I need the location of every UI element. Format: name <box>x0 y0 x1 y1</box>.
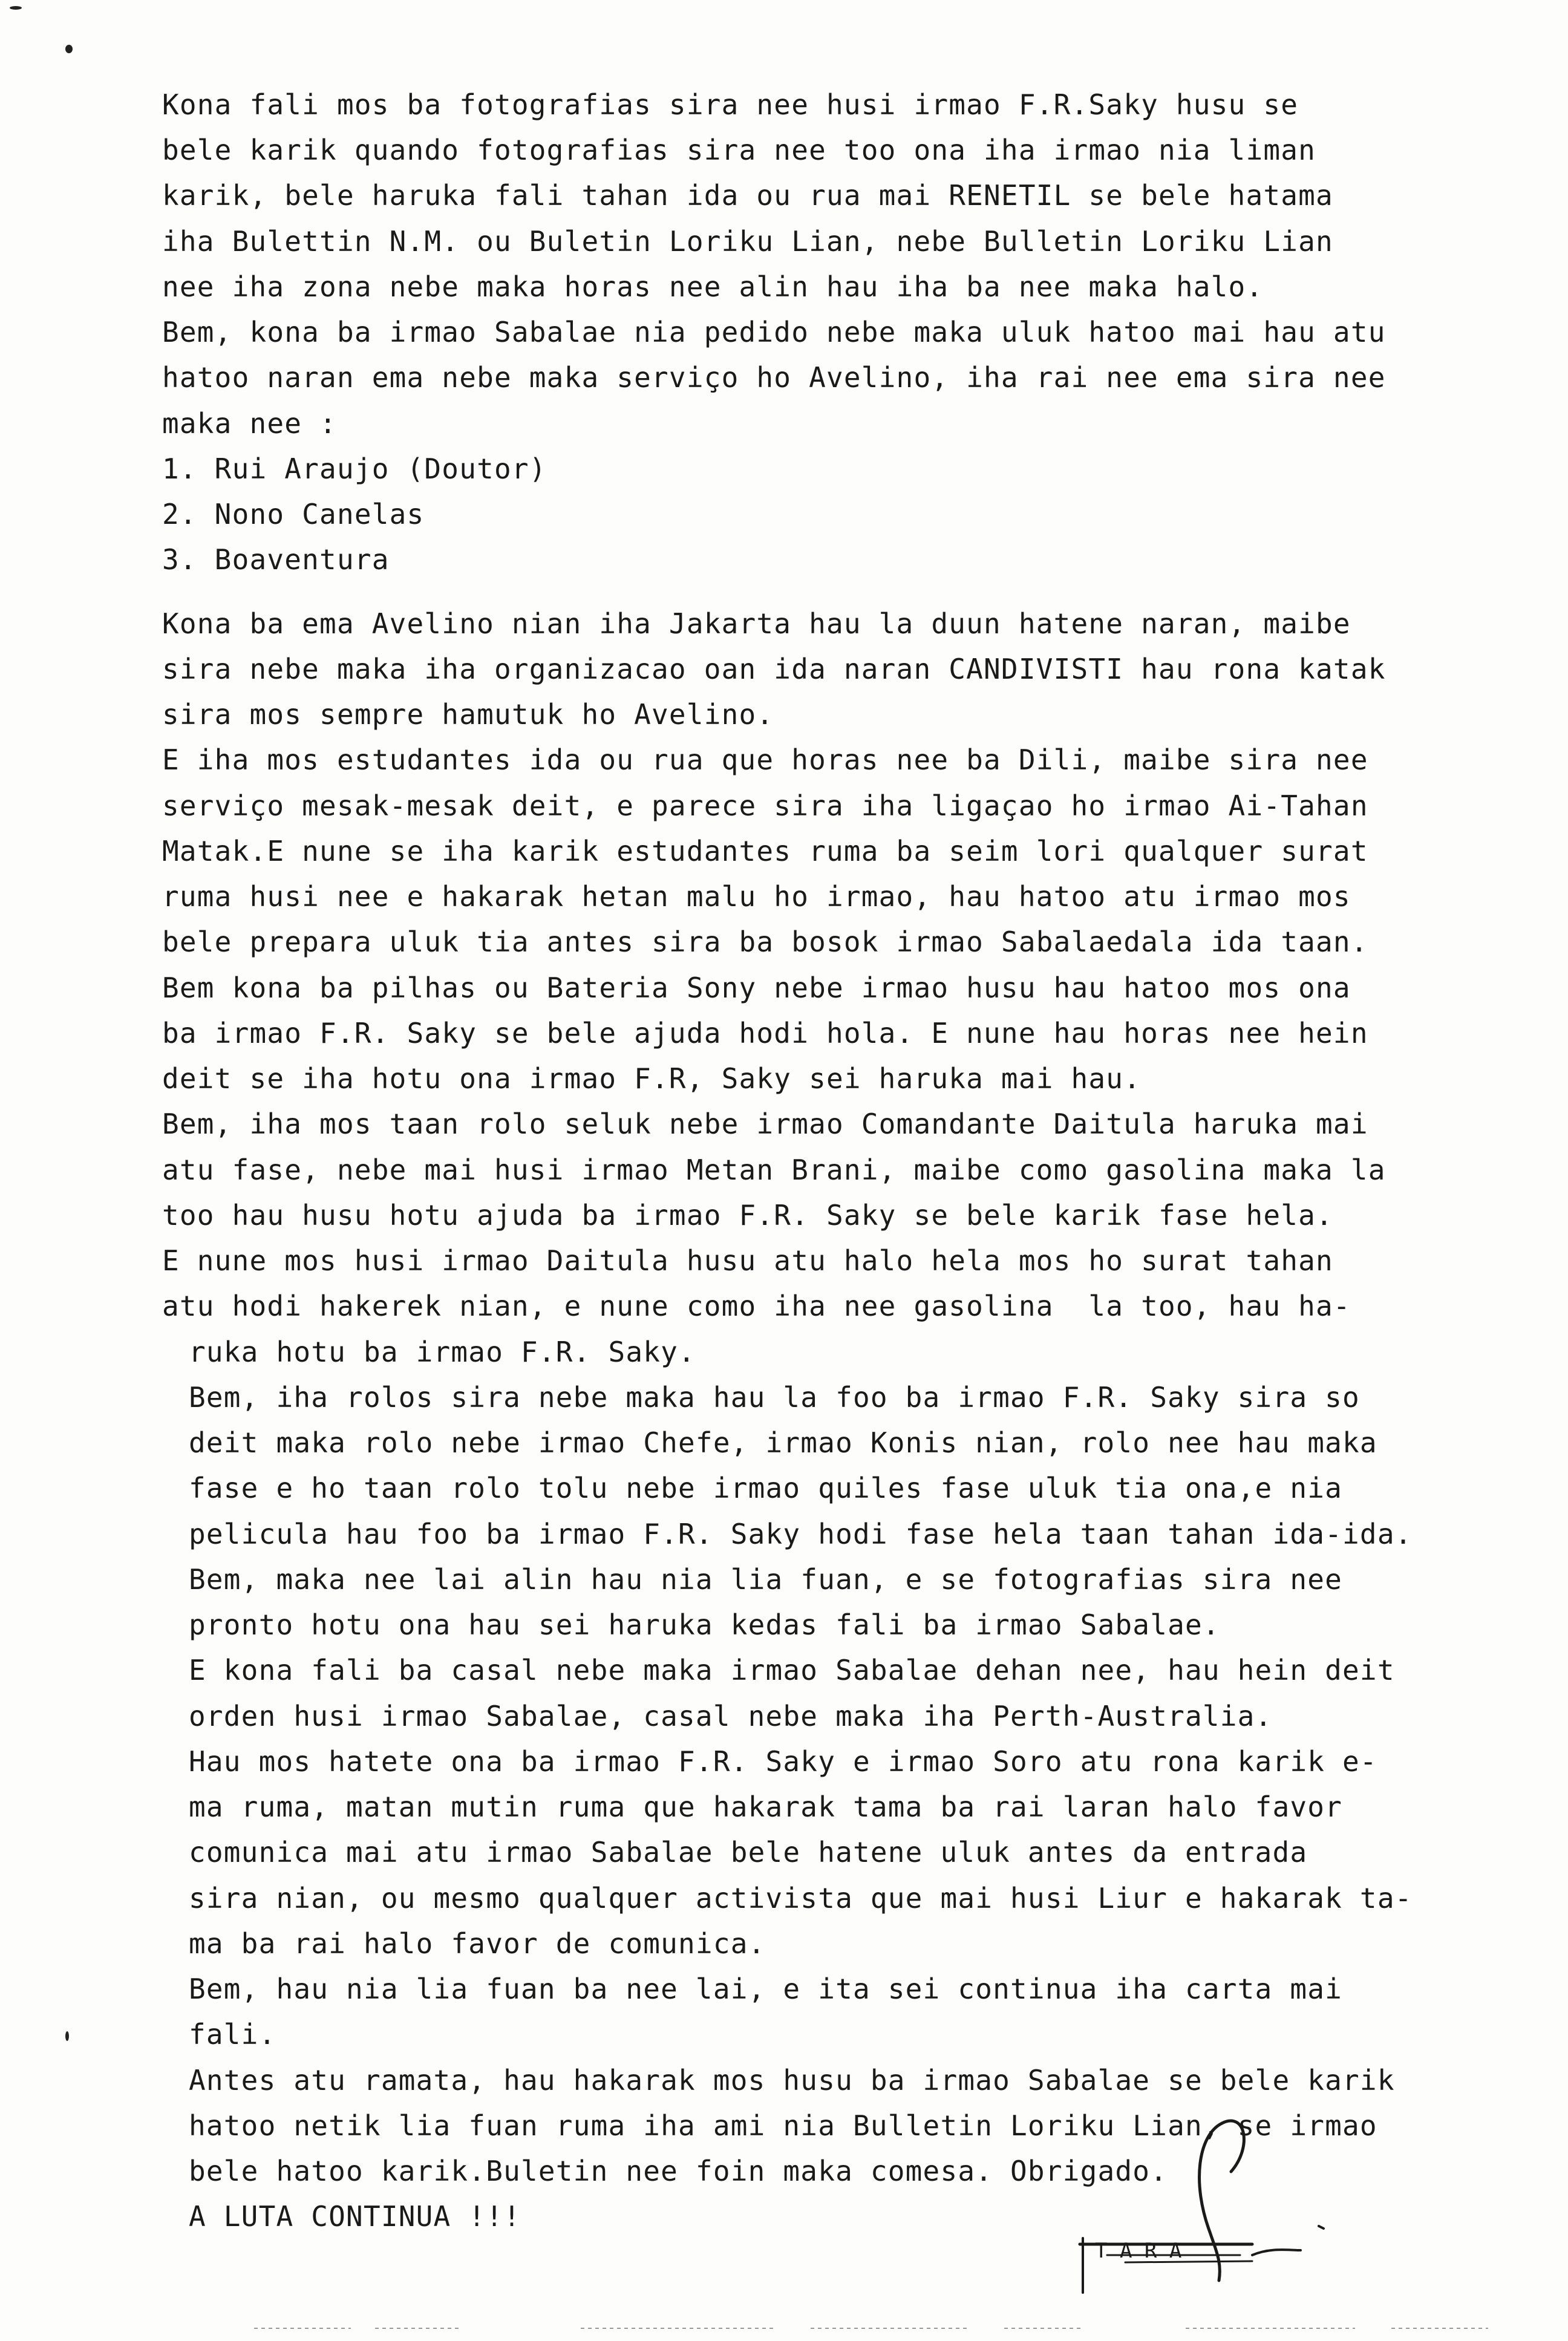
text-line: ruma husi nee e hakarak hetan malu ho irmao, hau hatoo atu irmao mos <box>162 880 1351 913</box>
text-line: maka nee : <box>162 407 337 440</box>
text-line: ma ba rai halo favor de comunica. <box>189 1927 766 1960</box>
text-line: Hau mos hatete ona ba irmao F.R. Saky e irmao Soro atu rona karik e- <box>189 1745 1377 1778</box>
text-line: serviço mesak-mesak deit, e parece sira iha ligaçao ho irmao Ai-Tahan <box>162 789 1368 822</box>
scan-edge <box>375 2328 460 2329</box>
text-line: E kona fali ba casal nebe maka irmao Sabalae dehan nee, hau hein deit <box>189 1654 1395 1686</box>
scan-mark <box>65 2031 69 2041</box>
text-line: sira nian, ou mesmo qualquer activista que mai husi Liur e hakarak ta- <box>189 1882 1413 1915</box>
text-line: atu hodi hakerek nian, e nune como iha nee gasolina la too, hau ha- <box>162 1290 1351 1322</box>
text-line: bele karik quando fotografias sira nee too ona iha irmao nia liman <box>162 134 1316 166</box>
signature <box>1071 2099 1385 2299</box>
text-line: Bem, kona ba irmao Sabalae nia pedido nebe maka uluk hatoo mai hau atu <box>162 316 1386 348</box>
list-item: 3. Boaventura <box>162 543 390 576</box>
text-line: Matak.E nune se iha karik estudantes ruma ba seim lori qualquer surat <box>162 835 1368 867</box>
text-line: bele hatoo karik.Buletin nee foin maka comesa. Obrigado. <box>189 2155 1168 2187</box>
text-line: ma ruma, matan mutin ruma que hakarak tama ba rai laran halo favor <box>189 1791 1343 1823</box>
text-line: Bem, maka nee lai alin hau nia lia fuan, e se fotografias sira nee <box>189 1563 1343 1596</box>
scan-edge <box>254 2328 351 2329</box>
scan-edge <box>1004 2328 1083 2329</box>
text-line: karik, bele haruka fali tahan ida ou rua mai RENETIL se bele hatama <box>162 179 1333 212</box>
text-line: sira nebe maka iha organizacao oan ida naran CANDIVISTI hau rona katak <box>162 653 1386 685</box>
scan-edge <box>1186 2328 1355 2329</box>
text-line: ruka hotu ba irmao F.R. Saky. <box>189 1336 696 1368</box>
scan-mark <box>65 45 73 53</box>
closing-slogan: A LUTA CONTINUA !!! <box>189 2200 521 2233</box>
text-line: ba irmao F.R. Saky se bele ajuda hodi hola. E nune hau horas nee hein <box>162 1017 1368 1050</box>
scan-mark <box>10 6 22 10</box>
text-line: iha Bulettin N.M. ou Buletin Loriku Lian, nebe Bulletin Loriku Lian <box>162 225 1333 258</box>
text-line: comunica mai atu irmao Sabalae bele hatene uluk antes da entrada <box>189 1836 1308 1869</box>
text-line: orden husi irmao Sabalae, casal nebe maka iha Perth-Australia. <box>189 1700 1273 1732</box>
text-line: Bem, iha mos taan rolo seluk nebe irmao Comandante Daitula haruka mai <box>162 1108 1368 1140</box>
text-line: fase e ho taan rolo tolu nebe irmao quiles fase uluk tia ona,e nia <box>189 1472 1343 1504</box>
text-line: fali. <box>189 2018 276 2051</box>
text-line: hatoo netik lia fuan ruma iha ami nia Bulletin Loriku Lian, se irmao <box>189 2109 1377 2142</box>
text-line: Bem, hau nia lia fuan ba nee lai, e ita sei continua iha carta mai <box>189 1973 1343 2005</box>
text-line: Antes atu ramata, hau hakarak mos husu ba irmao Sabalae se bele karik <box>189 2064 1395 2097</box>
list-item: 2. Nono Canelas <box>162 498 425 531</box>
text-line: deit se iha hotu ona irmao F.R, Saky sei haruka mai hau. <box>162 1062 1142 1095</box>
text-line: hatoo naran ema nebe maka serviço ho Avelino, iha rai nee ema sira nee <box>162 361 1386 394</box>
text-line: deit maka rolo nebe irmao Chefe, irmao Konis nian, rolo nee hau maka <box>189 1426 1377 1459</box>
scan-edge <box>811 2328 968 2329</box>
text-line: E nune mos husi irmao Daitula husu atu halo hela mos ho surat tahan <box>162 1244 1333 1277</box>
scan-edge <box>1391 2328 1488 2329</box>
list-item: 1. Rui Araujo (Doutor) <box>162 452 547 485</box>
text-line: Kona fali mos ba fotografias sira nee husi irmao F.R.Saky husu se <box>162 88 1299 121</box>
text-line: Kona ba ema Avelino nian iha Jakarta hau la duun hatene naran, maibe <box>162 607 1351 640</box>
text-line: pelicula hau foo ba irmao F.R. Saky hodi fase hela taan tahan ida-ida. <box>189 1518 1413 1550</box>
signature-typed-name: T A R A <box>1095 2239 1182 2263</box>
text-line: Bem kona ba pilhas ou Bateria Sony nebe irmao husu hau hatoo mos ona <box>162 971 1351 1004</box>
text-line: E iha mos estudantes ida ou rua que horas nee ba Dili, maibe sira nee <box>162 743 1368 776</box>
text-line: bele prepara uluk tia antes sira ba bosok irmao Sabalaedala ida taan. <box>162 926 1368 958</box>
text-line: too hau husu hotu ajuda ba irmao F.R. Saky se bele karik fase hela. <box>162 1199 1333 1232</box>
text-line: Bem, iha rolos sira nebe maka hau la foo ba irmao F.R. Saky sira so <box>189 1381 1360 1414</box>
text-line: sira mos sempre hamutuk ho Avelino. <box>162 698 774 731</box>
text-line: nee iha zona nebe maka horas nee alin hau iha ba nee maka halo. <box>162 270 1264 303</box>
scan-edge <box>581 2328 774 2329</box>
text-line: atu fase, nebe mai husi irmao Metan Brani, maibe como gasolina maka la <box>162 1154 1386 1186</box>
text-line: pronto hotu ona hau sei haruka kedas fali ba irmao Sabalae. <box>189 1608 1220 1641</box>
